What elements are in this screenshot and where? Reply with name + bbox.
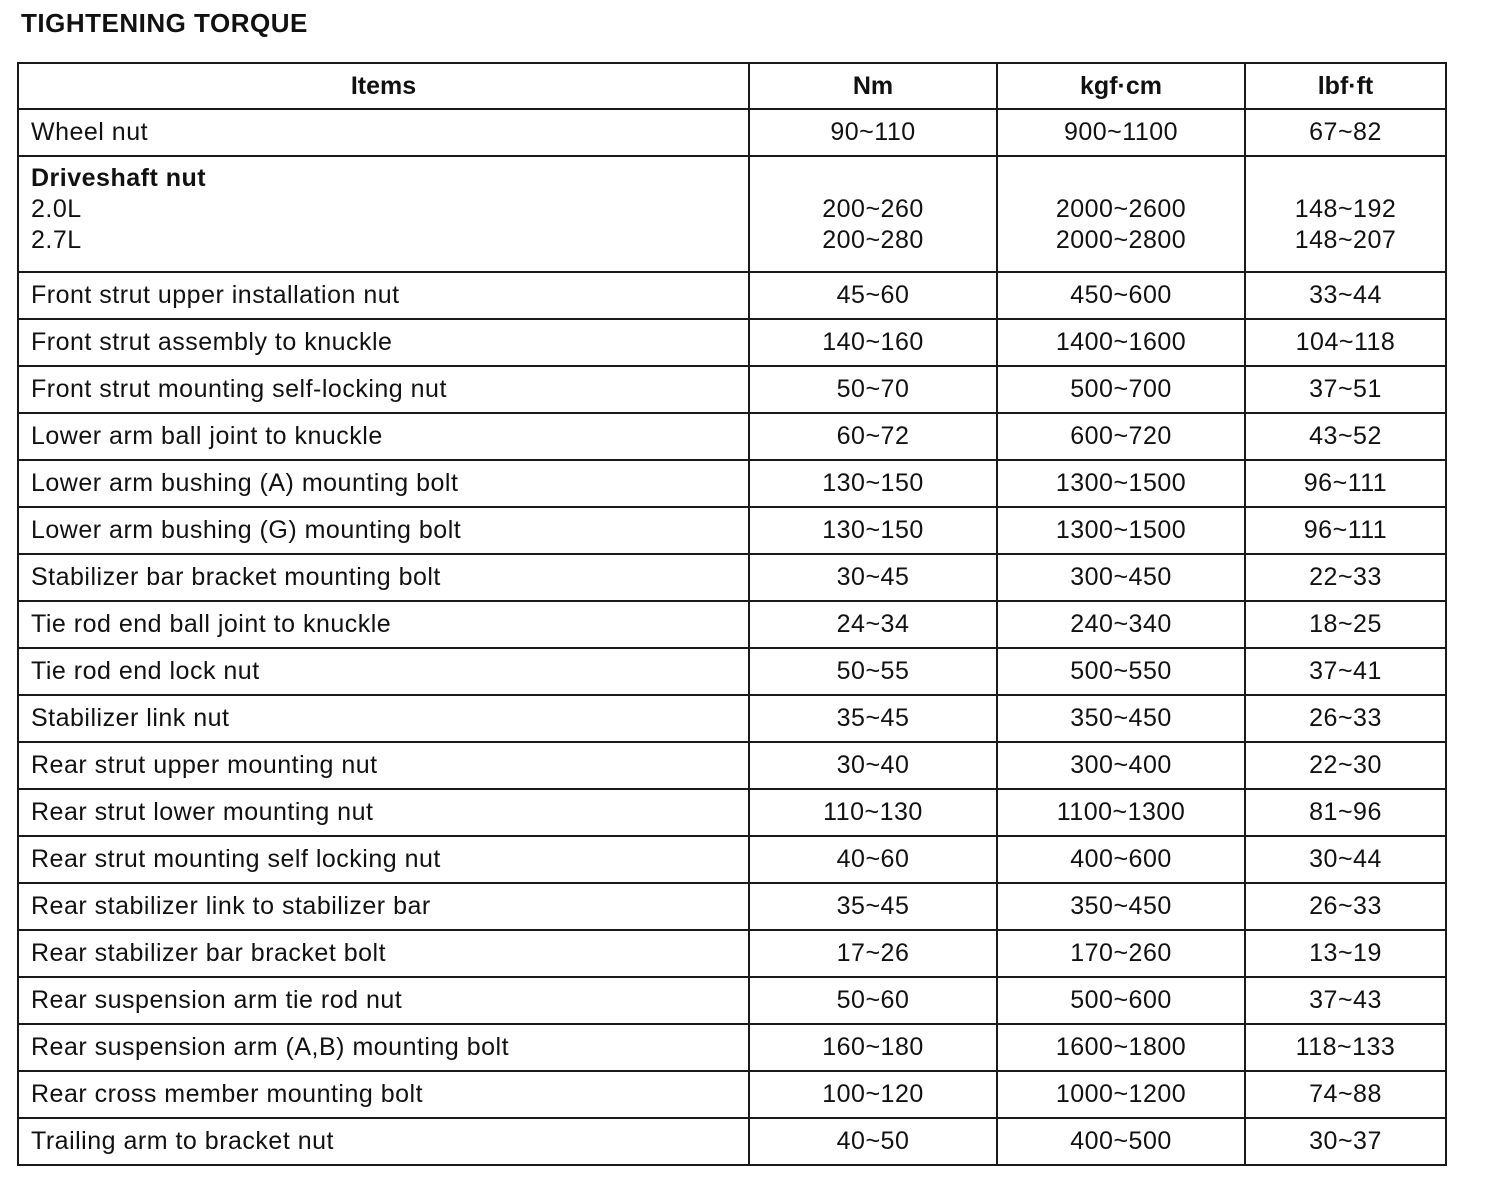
item-cell: Rear stabilizer link to stabilizer bar [18, 883, 749, 930]
lbfft-cell: 18~25 [1245, 601, 1446, 648]
lbfft-cell: 96~111 [1245, 460, 1446, 507]
nm-cell: 140~160 [749, 319, 997, 366]
item-cell: Tie rod end ball joint to knuckle [18, 601, 749, 648]
nm-cell: 30~45 [749, 554, 997, 601]
kgfcm-cell: 350~450 [997, 695, 1245, 742]
lbfft-cell [1245, 156, 1446, 272]
table-row [18, 460, 1446, 507]
kgfcm-cell: 600~720 [997, 413, 1245, 460]
lbfft-cell: 37~51 [1245, 366, 1446, 413]
kgfcm-cell: 240~340 [997, 601, 1245, 648]
item-cell: Rear cross member mounting bolt [18, 1071, 749, 1118]
kgfcm-cell: 450~600 [997, 272, 1245, 319]
item-cell: Rear stabilizer bar bracket bolt [18, 930, 749, 977]
sub-value: 200~280 [822, 226, 924, 254]
item-cell [18, 156, 749, 272]
item-cell: Stabilizer link nut [18, 695, 749, 742]
lbfft-cell: 26~33 [1245, 695, 1446, 742]
table-row [18, 648, 1446, 695]
sub-value: 2000~2600 [1055, 195, 1187, 223]
sub-label: 2.7L [31, 226, 82, 254]
lbfft-cell: 104~118 [1245, 319, 1446, 366]
lbfft-cell: 81~96 [1245, 789, 1446, 836]
kgfcm-cell: 1300~1500 [997, 507, 1245, 554]
nm-cell: 35~45 [749, 883, 997, 930]
item-cell: Front strut mounting self-locking nut [18, 366, 749, 413]
lbfft-cell: 43~52 [1245, 413, 1446, 460]
kgfcm-cell: 1400~1600 [997, 319, 1245, 366]
item-cell: Stabilizer bar bracket mounting bolt [18, 554, 749, 601]
nm-cell: 50~55 [749, 648, 997, 695]
lbfft-cell: 26~33 [1245, 883, 1446, 930]
nm-cell: 35~45 [749, 695, 997, 742]
lbfft-cell: 22~30 [1245, 742, 1446, 789]
lbfft-cell: 30~44 [1245, 836, 1446, 883]
nm-cell: 45~60 [749, 272, 997, 319]
kgfcm-cell: 400~600 [997, 836, 1245, 883]
kgfcm-cell: 500~550 [997, 648, 1245, 695]
nm-cell [749, 156, 997, 272]
table-row-driveshaft [18, 156, 1446, 272]
item-cell: Lower arm bushing (G) mounting bolt [18, 507, 749, 554]
table-row [18, 930, 1446, 977]
item-cell: Rear strut upper mounting nut [18, 742, 749, 789]
sub-label: 2.0L [31, 195, 82, 223]
table-row [18, 1118, 1446, 1165]
nm-cell: 17~26 [749, 930, 997, 977]
kgfcm-cell: 170~260 [997, 930, 1245, 977]
item-cell: Rear strut mounting self locking nut [18, 836, 749, 883]
sub-value: 2000~2800 [1055, 226, 1187, 254]
lbfft-cell: 74~88 [1245, 1071, 1446, 1118]
column-header-items: Items [18, 63, 749, 109]
driveshaft-heading: Driveshaft nut [31, 164, 207, 192]
nm-cell: 90~110 [749, 109, 997, 156]
item-cell: Front strut assembly to knuckle [18, 319, 749, 366]
nm-cell: 130~150 [749, 507, 997, 554]
sub-value: 148~207 [1294, 226, 1397, 254]
kgfcm-cell: 350~450 [997, 883, 1245, 930]
item-cell: Lower arm bushing (A) mounting bolt [18, 460, 749, 507]
kgfcm-cell: 300~450 [997, 554, 1245, 601]
kgfcm-cell: 500~700 [997, 366, 1245, 413]
item-cell: Tie rod end lock nut [18, 648, 749, 695]
nm-cell: 50~60 [749, 977, 997, 1024]
lbfft-cell: 67~82 [1245, 109, 1446, 156]
lbfft-cell: 30~37 [1245, 1118, 1446, 1165]
lbfft-cell: 96~111 [1245, 507, 1446, 554]
item-cell: Rear suspension arm tie rod nut [18, 977, 749, 1024]
sub-value: 200~260 [822, 195, 924, 223]
table-row [18, 836, 1446, 883]
table-row [18, 366, 1446, 413]
torque-table [17, 62, 1447, 1166]
nm-cell: 30~40 [749, 742, 997, 789]
kgfcm-cell: 900~1100 [997, 109, 1245, 156]
table-row [18, 742, 1446, 789]
item-cell: Rear suspension arm (A,B) mounting bolt [18, 1024, 749, 1071]
nm-cell: 60~72 [749, 413, 997, 460]
kgfcm-cell: 300~400 [997, 742, 1245, 789]
lbfft-cell: 13~19 [1245, 930, 1446, 977]
kgfcm-cell: 1000~1200 [997, 1071, 1245, 1118]
nm-cell: 110~130 [749, 789, 997, 836]
column-header-kgfcm: kgf·cm [997, 63, 1245, 109]
item-cell: Rear strut lower mounting nut [18, 789, 749, 836]
table-row [18, 507, 1446, 554]
table-row [18, 601, 1446, 648]
nm-cell: 50~70 [749, 366, 997, 413]
table-row [18, 109, 1446, 156]
table-header-row [18, 63, 1446, 109]
table-row [18, 413, 1446, 460]
kgfcm-cell [997, 156, 1245, 272]
nm-cell: 40~60 [749, 836, 997, 883]
item-cell: Wheel nut [18, 109, 749, 156]
sub-value: 148~192 [1294, 195, 1397, 223]
item-cell: Front strut upper installation nut [18, 272, 749, 319]
table-row [18, 1024, 1446, 1071]
lbfft-cell: 37~43 [1245, 977, 1446, 1024]
lbfft-cell: 33~44 [1245, 272, 1446, 319]
nm-cell: 160~180 [749, 1024, 997, 1071]
nm-cell: 24~34 [749, 601, 997, 648]
lbfft-cell: 37~41 [1245, 648, 1446, 695]
nm-cell: 130~150 [749, 460, 997, 507]
nm-cell: 100~120 [749, 1071, 997, 1118]
nm-cell: 40~50 [749, 1118, 997, 1165]
table-row [18, 695, 1446, 742]
kgfcm-cell: 500~600 [997, 977, 1245, 1024]
table-row [18, 883, 1446, 930]
lbfft-cell: 22~33 [1245, 554, 1446, 601]
kgfcm-cell: 1600~1800 [997, 1024, 1245, 1071]
kgfcm-cell: 1100~1300 [997, 789, 1245, 836]
table-row [18, 977, 1446, 1024]
table-row [18, 319, 1446, 366]
kgfcm-cell: 400~500 [997, 1118, 1245, 1165]
column-header-lbfft: lbf·ft [1245, 63, 1446, 109]
kgfcm-cell: 1300~1500 [997, 460, 1245, 507]
table-row [18, 272, 1446, 319]
table-row [18, 1071, 1446, 1118]
item-cell: Lower arm ball joint to knuckle [18, 413, 749, 460]
column-header-nm: Nm [749, 63, 997, 109]
page-title: TIGHTENING TORQUE [21, 8, 308, 38]
item-cell: Trailing arm to bracket nut [18, 1118, 749, 1165]
table-row [18, 789, 1446, 836]
table-row [18, 554, 1446, 601]
lbfft-cell: 118~133 [1245, 1024, 1446, 1071]
